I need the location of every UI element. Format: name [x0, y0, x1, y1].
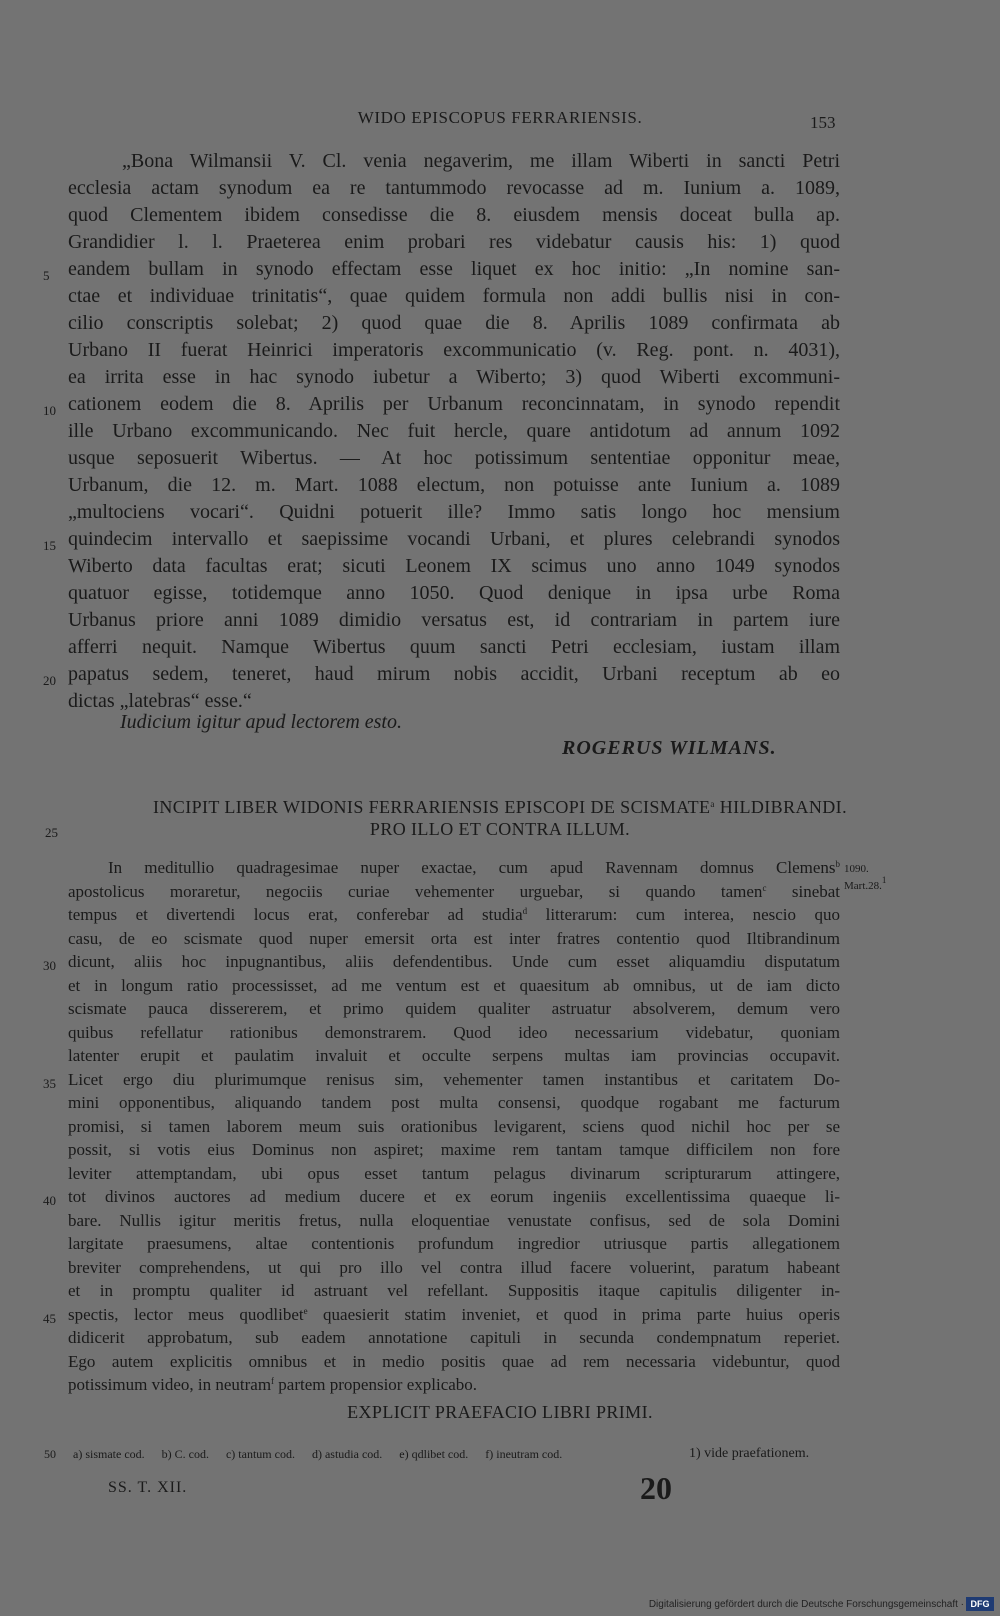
line-text: et in promptu qualiter id astruant vel refellant. Suppositis itaque capitulis diligenter in- — [68, 1281, 840, 1300]
volume-signature: SS. T. XII. — [108, 1479, 188, 1496]
footnote: f) ineutram cod. — [485, 1447, 563, 1461]
text-line — [68, 1162, 840, 1186]
text-line — [68, 1021, 840, 1045]
dfg-logo: DFG — [966, 1597, 994, 1611]
text-line — [43, 391, 840, 418]
footnote: c) tantum cod. — [225, 1447, 295, 1461]
text-line — [68, 310, 840, 337]
line-text-continued: partem propensior explicabo. — [274, 1375, 478, 1394]
explicit-line: EXPLICIT PRAEFACIO LIBRI PRIMI. — [347, 1402, 653, 1422]
text-line — [68, 337, 840, 364]
margin-date-text: Mart.28. — [844, 880, 882, 892]
line-text: leviter attemptandam, ubi opus esset tantum pelagus divinarum scripturarum attingere, — [68, 1163, 840, 1183]
text-line — [68, 1232, 840, 1256]
line-text: cationem eodem die 8. Aprilis per Urbanum reconcinnatam, in synodo rependit — [68, 393, 840, 415]
text-line — [68, 856, 840, 880]
line-text: mini opponentibus, aliquando tandem post multa consensi, quodque rogabant me facturum — [68, 1093, 840, 1112]
text-line — [43, 661, 840, 688]
text-line — [68, 1373, 840, 1397]
closing-line: Iudicium igitur apud lectorem esto. — [120, 711, 402, 733]
line-text: Urbano II fuerat Heinrici imperatoris excommunicatio (v. Reg. pont. n. 4031), — [68, 339, 840, 361]
text-line — [68, 1115, 840, 1139]
line-text: promisi, si tamen laborem meum suis orationibus levigarent, sciens quod nichil hoc per se — [68, 1116, 840, 1136]
digitization-credit: Digitalisierung gefördert durch die Deutsche Forschungsgemeinschaft · — [648, 1599, 964, 1610]
line-text: didicerit approbatum, sub eadem annotatione capituli in secunda condempnatum reperiet. — [68, 1328, 840, 1347]
margin-date-year: 1090. — [844, 863, 869, 875]
text-line — [68, 1138, 840, 1162]
text-line — [43, 1303, 840, 1327]
line-text: Grandidier l. l. Praeterea enim probari res videbatur causis his: 1) quod — [68, 231, 840, 253]
line-text-continued: sinebat — [766, 881, 841, 901]
book-title-line-2: PRO ILLO ET CONTRA ILLUM. — [369, 819, 631, 839]
line-text: ecclesia actam synodum ea re tantummodo revocasse ad m. Iunium a. 1089, — [68, 177, 840, 199]
line-number: 5 — [43, 268, 50, 283]
text-line — [68, 499, 840, 526]
line-number: 15 — [43, 538, 56, 553]
footnote-line-number: 50 — [44, 1447, 56, 1461]
sheet-number: 20 — [640, 1470, 672, 1506]
footnote-mark: b — [835, 859, 840, 869]
line-text: quod Clementem ibidem consedisse die 8. eiusdem mensis doceat bulla ap. — [68, 204, 840, 226]
text-line — [68, 634, 840, 661]
line-text: quatuor egisse, totidemque anno 1050. Quod denique in ipsa urbe Roma — [68, 582, 840, 604]
line-number: 20 — [43, 673, 56, 688]
footnote-mark: d — [522, 906, 528, 916]
commentary-text — [43, 148, 840, 715]
text-line — [68, 1044, 840, 1068]
line-text: afferri nequit. Namque Wibertus quum sancti Petri ecclesiam, iustam illam — [68, 636, 840, 658]
line-text: et in longum ratio processisset, ad me ventum est et quaesitum ab omnibus, ut de iam dicto — [68, 975, 840, 995]
line-number: 40 — [43, 1193, 56, 1208]
margin-note-mark: 1 — [881, 875, 887, 885]
text-line — [43, 526, 840, 553]
line-text: tempus et divertendi locus erat, conferebar ad studia — [68, 905, 523, 924]
line-number: 30 — [43, 958, 56, 973]
text-line — [68, 880, 840, 904]
line-text: quibus refellatur rationibus demonstrarem. Quod ideo necessarium videbatur, quoniam — [68, 1022, 840, 1042]
line-text: quindecim intervallo et saepissime vocandi Urbani, et plures celebrandi synodos — [68, 528, 840, 550]
line-text: cilio conscriptis solebat; 2) quod quae die 8. Aprilis 1089 confirmata ab — [68, 312, 840, 334]
line-text: Wiberto data facultas erat; sicuti Leonem IX scimus uno anno 1049 synodos — [68, 555, 840, 577]
text-line — [68, 580, 840, 607]
text-line — [68, 148, 840, 175]
footnotes — [44, 1446, 810, 1462]
text-line — [68, 418, 840, 445]
line-text: „multociens vocari“. Quidni potuerit ille? Immo satis longo hoc mensium — [68, 501, 840, 523]
text-line — [68, 1279, 840, 1303]
footnote-mark: e — [303, 1305, 308, 1316]
title-text-end: HILDIBRANDI. — [714, 797, 847, 817]
text-line — [43, 256, 840, 283]
line-text: latenter erupit et paulatim invaluit et occulte serpens multas iam provincias occupavit. — [68, 1046, 840, 1065]
footnote: e) qdlibet cod. — [399, 1447, 469, 1461]
text-line — [43, 1068, 840, 1092]
line-text: ille Urbano excommunicando. Nec fuit hercle, quare antidotum ad annum 1092 — [68, 420, 840, 442]
line-text: scismate pauca dissererem, et primo quidem qualiter astruatur absolverem, demum vero — [68, 999, 840, 1018]
text-line — [68, 1326, 840, 1350]
preface-text — [43, 856, 841, 1397]
text-line — [68, 1091, 840, 1115]
line-text: usque seposuerit Wibertus. — At hoc potissimum sententiae opponitur meae, — [68, 447, 840, 469]
line-text: dictas „latebras“ esse.“ — [68, 690, 252, 712]
text-line — [68, 1350, 840, 1374]
line-text: possit, si votis eius Dominus non aspiret; maxime rem tantam tamque difficilem non fore — [68, 1140, 840, 1159]
line-text: Urbanus priore anni 1089 dimidio versatus est, id contrariam in partem iure — [68, 609, 840, 631]
line-text: spectis, lector meus quodlibet — [68, 1304, 304, 1324]
footnote-mark: f — [271, 1376, 275, 1386]
title-note-mark: a — [710, 799, 715, 809]
running-header: WIDO EPISCOPUS FERRARIENSIS. — [357, 108, 643, 127]
text-line — [68, 229, 840, 256]
line-text: papatus sedem, teneret, haud mirum nobis accidit, Urbani receptum ab eo — [68, 663, 840, 685]
line-text: tot divinos auctores ad medium ducere et ex eorum ingeniis excellentissima quaeque li- — [68, 1187, 840, 1206]
line-text: largitate praesumens, altae contentionis profundum ingredior utriusque partis allegationem — [68, 1234, 840, 1253]
line-text: Licet ergo diu plurimumque renisus sim, vehementer tamen instantibus et caritatem Do- — [68, 1069, 840, 1089]
line-number: 10 — [43, 403, 56, 418]
text-line — [68, 974, 840, 998]
line-text: bare. Nullis igitur meritis fretus, nulla eloquentiae venustate confisus, sed de sola Domini — [68, 1210, 840, 1230]
title-text: INCIPIT LIBER WIDONIS FERRARIENSIS EPISCOPI DE SCISMATE — [153, 797, 711, 817]
footnote-1: 1) vide praefationem. — [689, 1446, 810, 1461]
text-line — [68, 202, 840, 229]
text-line — [68, 175, 840, 202]
line-text-continued: quaesierit statim inveniet, et quod in prima parte huius operis — [307, 1304, 840, 1324]
line-text: casu, de eo scismate quod nuper emersit orta est inter fratres contentio quod Iltibrandinum — [68, 928, 840, 948]
text-line — [68, 472, 840, 499]
text-line — [43, 950, 840, 974]
line-text: In meditullio quadragesimae nuper exactae, cum apud Ravennam domnus Clemens — [108, 858, 836, 877]
line-text: Ego autem explicitis omnibus et in medio positis quae ad rem necessaria videbuntur, quod — [68, 1351, 840, 1371]
book-title-line-1 — [0, 797, 1000, 818]
footnote: d) astudia cod. — [311, 1447, 383, 1461]
text-line — [43, 1185, 840, 1209]
text-line — [68, 283, 840, 310]
margin-date-day — [844, 875, 887, 892]
footnote: b) C. cod. — [161, 1447, 209, 1461]
text-line — [68, 997, 840, 1021]
page-number: 153 — [810, 113, 836, 132]
line-text: ea irrita esse in hac synodo iubetur a Wiberto; 3) quod Wiberti excommuni- — [68, 366, 840, 388]
line-text-continued: litterarum: cum interea, nescio quo — [527, 905, 840, 924]
footnote: a) sismate cod. — [73, 1447, 145, 1461]
line-text: apostolicus moraretur, negociis curiae vehementer urguebar, si quando tamen — [68, 881, 763, 901]
line-text: „Bona Wilmansii V. Cl. venia negaverim, me illam Wiberti in sancti Petri — [122, 150, 840, 172]
line-number: 45 — [43, 1310, 56, 1326]
line-text: dicunt, aliis hoc inpugnantibus, aliis defendentibus. Unde cum esset aliquamdiu disputatum — [68, 952, 840, 971]
footnote-mark: c — [762, 882, 767, 893]
text-line — [68, 927, 840, 951]
line-number: 35 — [43, 1075, 56, 1091]
text-line — [68, 1209, 840, 1233]
line-text: Urbanum, die 12. m. Mart. 1088 electum, non potuisse ante Iunium a. 1089 — [68, 474, 840, 496]
author-signature: ROGERUS WILMANS. — [562, 737, 777, 759]
text-line — [68, 607, 840, 634]
line-text: eandem bullam in synodo effectam esse liquet ex hoc initio: „In nomine san- — [68, 258, 840, 280]
text-line — [68, 553, 840, 580]
text-line — [68, 364, 840, 391]
line-number: 25 — [45, 825, 58, 840]
text-line — [68, 445, 840, 472]
line-text: ctae et individuae trinitatis“, quae quidem formula non addi bullis nisi in con- — [68, 285, 840, 307]
line-text: potissimum video, in neutram — [68, 1375, 272, 1394]
text-line — [68, 903, 840, 927]
line-text: breviter comprehendens, ut qui pro illo vel contra illud facere voluerint, paratum habeant — [68, 1257, 840, 1277]
text-line — [68, 1256, 840, 1280]
